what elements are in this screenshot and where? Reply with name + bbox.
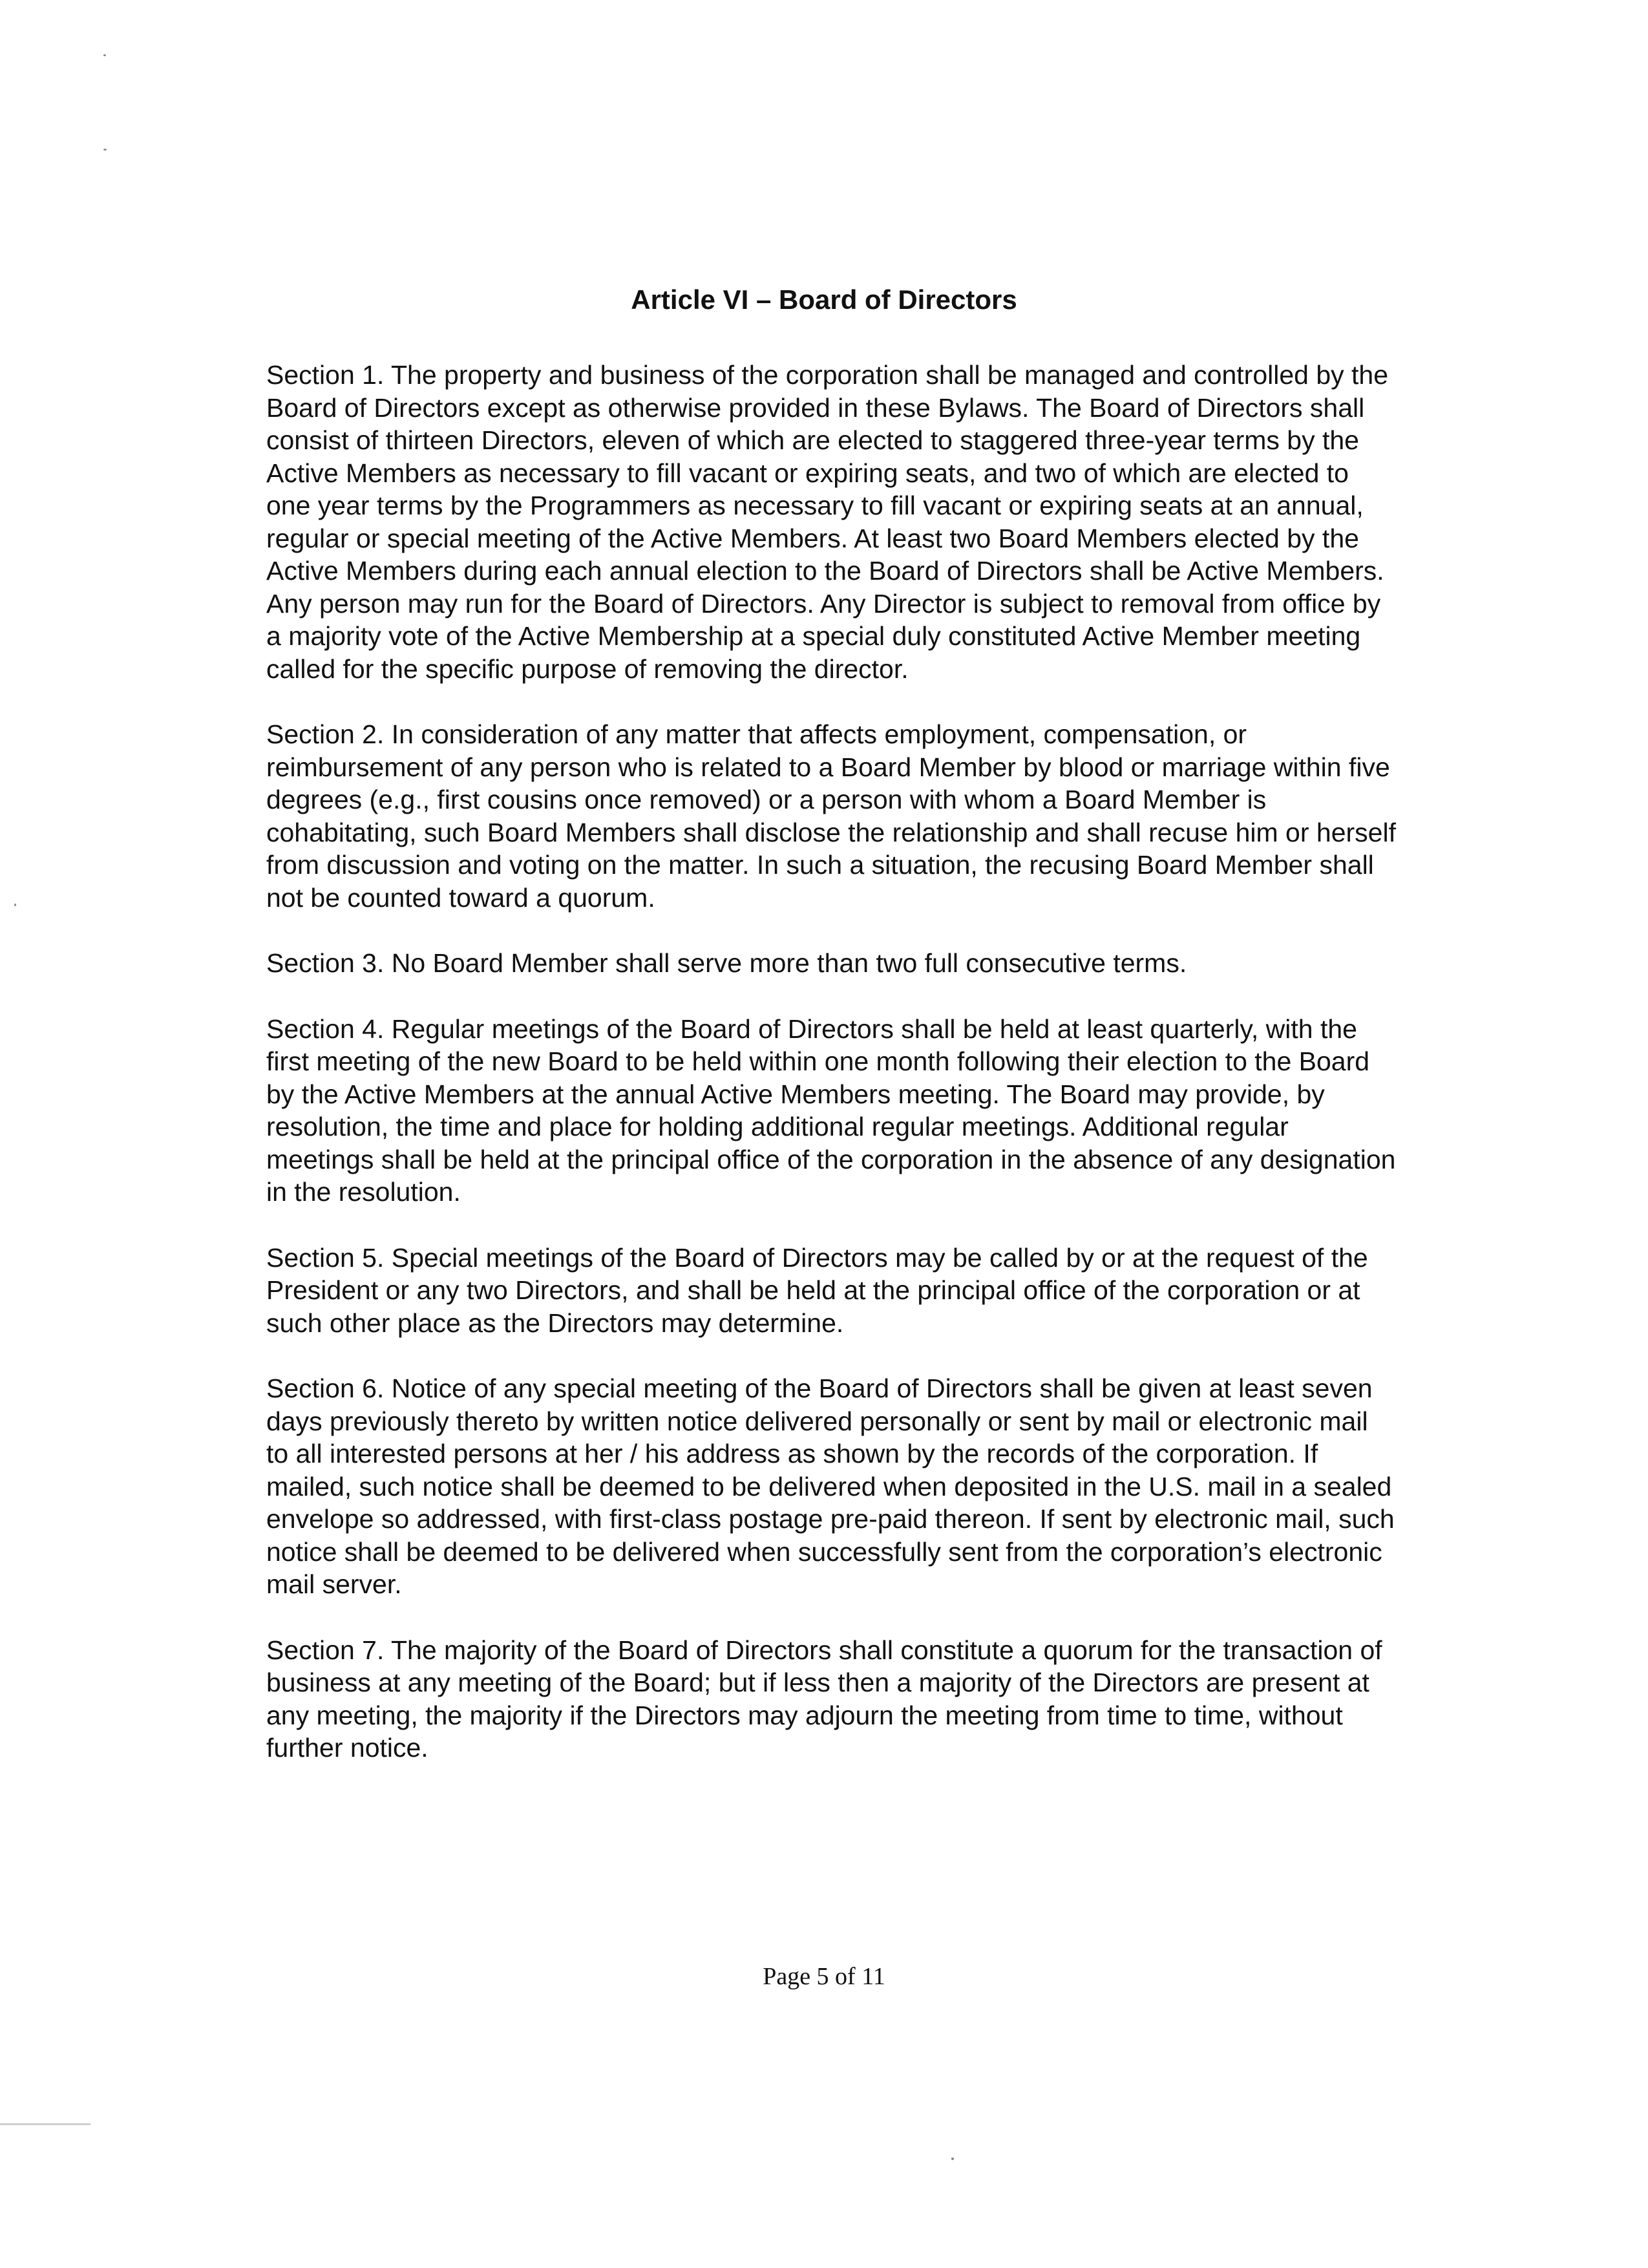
section-2-paragraph: Section 2. In consideration of any matter that affects employment, compensation, or reimbursement of any person who is related to a Board Member by blood or marriage within five degrees (e.g., first cousins once removed) or a person with whom a Board Member is cohabitating, such Board Members shall disclose the relationship and shall recuse him or herself from discussion and voting on the matter. In such a situation, the recusing Board Member shall not be counted toward a quorum. — [266, 719, 1396, 913]
scan-speck — [103, 54, 106, 56]
page-number: Page 5 of 11 — [763, 1963, 885, 1990]
scan-edge-line — [0, 2123, 90, 2125]
section-3-paragraph: Section 3. No Board Member shall serve more than two full consecutive terms. — [266, 948, 1187, 978]
scan-speck — [951, 2157, 954, 2160]
section-5-paragraph: Section 5. Special meetings of the Board of Directors may be called by or at the request of the President or any two Directors, and shall be held at the principal office of the corporation or at such other place as the Directors may determine. — [266, 1242, 1368, 1338]
section-4-paragraph: Section 4. Regular meetings of the Board of Directors shall be held at least quarterly, with the first meeting of the new Board to be held within one month following their election to the Board by the Active Members at the annual Active Members meeting. The Board may provide, by resolution, the time and place for holding additional regular meetings. Additional regular meetings shall be held at the principal office of the corporation in the absence of any designation in the resolution. — [266, 1013, 1396, 1207]
scan-speck — [103, 149, 107, 151]
section-1-paragraph: Section 1. The property and business of the corporation shall be managed and controlled by the Board of Directors except as otherwise provided in these Bylaws. The Board of Directors shall consist of thirteen Directors, eleven of which are elected to staggered three-year terms by the Active Members as necessary to fill vacant or expiring seats, and two of which are elected to one year terms by the Programmers as necessary to fill vacant or expiring seats at an annual, regular or special meeting of the Active Members. At least two Board Members elected by the Active Members during each annual election to the Board of Directors shall be Active Members. Any person may run for the Board of Directors. Any Director is subject to removal from office by a majority vote of the Active Membership at a special duly constituted Active Member meeting called for the specific purpose of removing the director. — [266, 360, 1389, 684]
section-7-paragraph: Section 7. The majority of the Board of Directors shall constitute a quorum for the transaction of business at any meeting of the Board; but if less then a majority of the Directors are present at any meeting, the majority if the Directors may adjourn the meeting from time to time, without further notice. — [266, 1635, 1382, 1763]
article-body — [266, 359, 1397, 1797]
section-6-paragraph: Section 6. Notice of any special meeting of the Board of Directors shall be given at least seven days previously thereto by written notice delivered personally or sent by mail or electronic mail to all interested persons at her / his address as shown by the records of the corporation. If mailed, such notice shall be deemed to be delivered when deposited in the U.S. mail in a sealed envelope so addressed, with first-class postage pre-paid thereon. If sent by electronic mail, such notice shall be deemed to be delivered when successfully sent from the corporation’s electronic mail server. — [266, 1373, 1395, 1599]
scan-speck — [14, 904, 16, 906]
article-title: Article VI – Board of Directors — [631, 284, 1017, 315]
